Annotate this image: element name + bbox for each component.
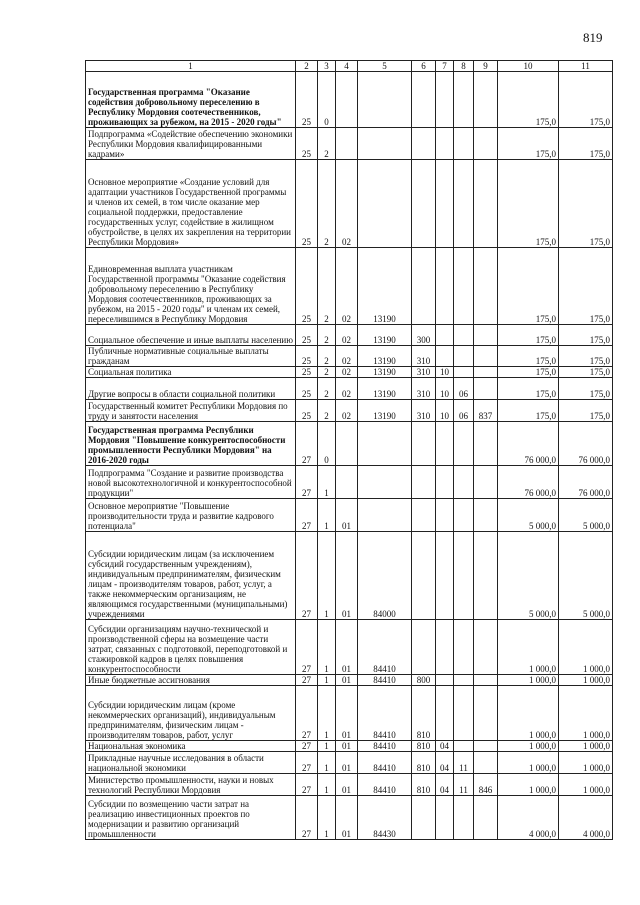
row-name-cell [86,325,296,346]
cell-c4: 01 [336,620,358,675]
cell-c4: 02 [336,325,358,346]
cell-c11: 175,0 [559,367,613,378]
row-name: Субсидии по возмещению части затрат на реализацию инвестиционных проектов по модернизации и развитию организаций промышленности [88,799,250,839]
cell-c10: 175,0 [498,128,559,160]
cell-c8 [454,686,474,741]
table-row [86,248,613,325]
table-row [86,686,613,741]
cell-c6 [412,422,436,466]
row-name-cell [86,367,296,378]
row-name-cell [86,752,296,774]
cell-c8 [454,160,474,248]
cell-c4: 01 [336,796,358,840]
cell-c2: 25 [296,72,318,128]
cell-c3: 1 [318,620,336,675]
cell-c5: 13190 [358,248,412,325]
row-name: Единовременная выплата участникам Государственной программы "Оказание содействия добровольному переселению в Республику Мордовия соотечественников, проживающих за рубежом, на 2015 - 2020 годы" и членам их семей, переселившимся в Республику Мордовия [88,264,286,324]
cell-c3: 2 [318,400,336,422]
cell-c4 [336,128,358,160]
cell-c2: 27 [296,499,318,532]
table-row [86,741,613,752]
cell-c4: 01 [336,741,358,752]
cell-c8 [454,72,474,128]
cell-c10: 175,0 [498,72,559,128]
table-row [86,378,613,400]
cell-c4: 01 [336,774,358,796]
cell-c11: 1 000,0 [559,675,613,686]
cell-c5: 13190 [358,367,412,378]
cell-c3: 1 [318,466,336,499]
row-name-cell [86,422,296,466]
column-header: 5 [358,61,412,72]
cell-c7 [436,72,454,128]
cell-c11: 175,0 [559,160,613,248]
cell-c3: 2 [318,325,336,346]
cell-c9 [474,532,498,620]
cell-c6 [412,466,436,499]
cell-c3: 1 [318,675,336,686]
cell-c7 [436,422,454,466]
cell-c5 [358,466,412,499]
cell-c8 [454,499,474,532]
cell-c6: 800 [412,675,436,686]
cell-c5: 84410 [358,675,412,686]
cell-c7: 04 [436,774,454,796]
cell-c2: 27 [296,752,318,774]
cell-c2: 25 [296,378,318,400]
cell-c6 [412,796,436,840]
cell-c2: 27 [296,532,318,620]
cell-c9 [474,466,498,499]
cell-c11: 76 000,0 [559,466,613,499]
cell-c6 [412,499,436,532]
row-name: Государственная программа Республики Мордовия "Повышение конкурентоспособности промышленности Республики Мордовия" на 2016-2020 годы [88,425,286,465]
column-header: 11 [559,61,613,72]
cell-c2: 25 [296,128,318,160]
cell-c4: 02 [336,160,358,248]
cell-c3: 1 [318,499,336,532]
row-name-cell [86,532,296,620]
table-row [86,620,613,675]
cell-c10: 5 000,0 [498,532,559,620]
row-name: Государственная программа "Оказание содействия добровольному переселению в Республику Мордовия соотечественников, проживающих за рубежом, на 2015 - 2020 годы" [88,87,282,127]
row-name-cell [86,686,296,741]
column-header: 1 [86,61,296,72]
row-name: Другие вопросы в области социальной политики [88,389,276,399]
row-name: Подпрограмма "Создание и развитие производства новой высокотехнологичной и конкурентоспособной продукции" [88,468,292,498]
cell-c6 [412,620,436,675]
row-name-cell [86,72,296,128]
cell-c6 [412,128,436,160]
cell-c7 [436,686,454,741]
cell-c4: 01 [336,752,358,774]
cell-c8 [454,620,474,675]
cell-c11: 4 000,0 [559,796,613,840]
row-name-cell [86,128,296,160]
row-name: Государственный комитет Республики Мордовия по труду и занятости населения [88,401,288,421]
cell-c3: 1 [318,796,336,840]
budget-table [85,60,613,840]
cell-c6: 810 [412,741,436,752]
cell-c10: 175,0 [498,378,559,400]
cell-c6: 810 [412,752,436,774]
table-row [86,422,613,466]
cell-c4: 02 [336,248,358,325]
cell-c7: 04 [436,741,454,752]
cell-c7 [436,796,454,840]
cell-c7 [436,499,454,532]
cell-c10: 76 000,0 [498,422,559,466]
cell-c11: 175,0 [559,378,613,400]
cell-c8 [454,248,474,325]
cell-c6: 310 [412,378,436,400]
cell-c6: 310 [412,400,436,422]
cell-c7 [436,248,454,325]
cell-c6 [412,248,436,325]
cell-c5: 13190 [358,400,412,422]
row-name-cell [86,248,296,325]
cell-c9 [474,620,498,675]
cell-c9 [474,325,498,346]
cell-c10: 175,0 [498,160,559,248]
cell-c3: 1 [318,532,336,620]
row-name: Прикладные научные исследования в области национальной экономики [88,753,264,773]
cell-c5: 84410 [358,686,412,741]
row-name: Национальная экономика [88,741,186,751]
cell-c9 [474,499,498,532]
cell-c3: 1 [318,752,336,774]
row-name: Субсидии юридическим лицам (кроме некоммерческих организаций), индивидуальным предпринимателям, физическим лицам - производителям товаров, работ, услуг [88,700,276,740]
column-header: 8 [454,61,474,72]
cell-c7 [436,160,454,248]
row-name: Публичные нормативные социальные выплаты гражданам [88,346,269,366]
row-name: Социальная политика [88,367,172,377]
cell-c8 [454,128,474,160]
cell-c2: 25 [296,160,318,248]
row-name-cell [86,499,296,532]
cell-c4 [336,422,358,466]
cell-c8 [454,675,474,686]
row-name: Подпрограмма «Содействие обеспечению экономики Республики Мордовия квалифицированными кадрами» [88,129,293,159]
cell-c2: 27 [296,422,318,466]
cell-c5: 84000 [358,532,412,620]
cell-c11: 1 000,0 [559,686,613,741]
cell-c3: 2 [318,367,336,378]
cell-c7: 10 [436,378,454,400]
cell-c8: 06 [454,400,474,422]
row-name-cell [86,796,296,840]
cell-c9 [474,675,498,686]
cell-c4: 02 [336,378,358,400]
cell-c3: 2 [318,248,336,325]
cell-c9 [474,741,498,752]
row-name-cell [86,774,296,796]
cell-c7 [436,325,454,346]
page-number: 819 [583,30,603,45]
cell-c10: 175,0 [498,346,559,367]
cell-c7: 10 [436,400,454,422]
cell-c4: 01 [336,532,358,620]
table-row [86,400,613,422]
cell-c7 [436,346,454,367]
cell-c5 [358,128,412,160]
row-name: Субсидии юридическим лицам (за исключением субсидий государственным учреждениям), индивидуальным предпринимателям, физическим лицам - производителям товаров, работ, услуг, а также некоммерческим организациям, не являющимся государственными (муниципальными) учреждениями [88,549,288,619]
cell-c8 [454,532,474,620]
table-row [86,367,613,378]
cell-c7 [436,675,454,686]
cell-c5 [358,422,412,466]
table-row [86,466,613,499]
cell-c9 [474,686,498,741]
cell-c5 [358,160,412,248]
table-row [86,675,613,686]
column-header: 9 [474,61,498,72]
cell-c4: 02 [336,367,358,378]
cell-c10: 1 000,0 [498,752,559,774]
cell-c6 [412,532,436,620]
cell-c10: 4 000,0 [498,796,559,840]
cell-c10: 1 000,0 [498,774,559,796]
cell-c9 [474,752,498,774]
cell-c2: 25 [296,400,318,422]
cell-c5: 13190 [358,346,412,367]
cell-c10: 5 000,0 [498,499,559,532]
cell-c2: 27 [296,466,318,499]
cell-c10: 1 000,0 [498,675,559,686]
table-row [86,499,613,532]
cell-c10: 1 000,0 [498,686,559,741]
cell-c2: 25 [296,367,318,378]
cell-c8 [454,741,474,752]
cell-c11: 1 000,0 [559,774,613,796]
row-name-cell [86,160,296,248]
row-name-cell [86,620,296,675]
cell-c2: 25 [296,325,318,346]
cell-c6: 310 [412,367,436,378]
cell-c8 [454,422,474,466]
cell-c4: 01 [336,686,358,741]
table-row [86,752,613,774]
cell-c7 [436,466,454,499]
cell-c9 [474,248,498,325]
cell-c6: 300 [412,325,436,346]
cell-c11: 5 000,0 [559,532,613,620]
cell-c2: 27 [296,796,318,840]
cell-c11: 175,0 [559,346,613,367]
cell-c2: 27 [296,741,318,752]
cell-c7 [436,532,454,620]
table-row [86,796,613,840]
cell-c11: 5 000,0 [559,499,613,532]
cell-c7: 10 [436,367,454,378]
cell-c11: 1 000,0 [559,620,613,675]
cell-c10: 175,0 [498,325,559,346]
row-name-cell [86,675,296,686]
row-name: Иные бюджетные ассигнования [88,675,210,685]
row-name: Основное мероприятие «Создание условий для адаптации участников Государственной программы и членов их семей, в том числе оказание мер социальной поддержки, предоставление государственных услуг, содействие в жилищном обустройстве, в целях их закрепления на территории Республики Мордовия» [88,177,291,247]
row-name-cell [86,378,296,400]
row-name-cell [86,741,296,752]
column-header: 10 [498,61,559,72]
cell-c10: 1 000,0 [498,741,559,752]
table-row [86,72,613,128]
cell-c8: 11 [454,752,474,774]
cell-c6 [412,72,436,128]
cell-c5: 84410 [358,774,412,796]
row-name: Социальное обеспечение и иные выплаты населению [88,335,293,345]
column-header: 6 [412,61,436,72]
cell-c4: 02 [336,400,358,422]
cell-c5 [358,499,412,532]
cell-c8: 06 [454,378,474,400]
cell-c5: 13190 [358,325,412,346]
table-row [86,325,613,346]
cell-c10: 76 000,0 [498,466,559,499]
cell-c8 [454,466,474,499]
cell-c5: 84410 [358,620,412,675]
cell-c10: 175,0 [498,400,559,422]
cell-c9 [474,128,498,160]
cell-c8 [454,325,474,346]
cell-c8 [454,346,474,367]
column-header: 4 [336,61,358,72]
table-row [86,160,613,248]
cell-c3: 2 [318,128,336,160]
row-name-cell [86,400,296,422]
column-header: 3 [318,61,336,72]
cell-c3: 2 [318,378,336,400]
cell-c2: 27 [296,620,318,675]
cell-c9 [474,796,498,840]
cell-c7 [436,620,454,675]
cell-c9: 846 [474,774,498,796]
cell-c10: 1 000,0 [498,620,559,675]
cell-c8 [454,367,474,378]
column-header: 7 [436,61,454,72]
cell-c3: 1 [318,774,336,796]
cell-c6: 310 [412,346,436,367]
cell-c8 [454,796,474,840]
cell-c3: 2 [318,346,336,367]
cell-c3: 1 [318,741,336,752]
cell-c9 [474,72,498,128]
cell-c2: 27 [296,774,318,796]
table-row [86,346,613,367]
cell-c11: 1 000,0 [559,741,613,752]
cell-c4 [336,466,358,499]
column-number-header [86,61,613,72]
cell-c8: 11 [454,774,474,796]
cell-c11: 175,0 [559,248,613,325]
column-header: 2 [296,61,318,72]
cell-c11: 175,0 [559,72,613,128]
cell-c9 [474,378,498,400]
cell-c4 [336,72,358,128]
cell-c3: 2 [318,160,336,248]
table-row [86,128,613,160]
cell-c4: 01 [336,499,358,532]
cell-c7: 04 [436,752,454,774]
cell-c6: 810 [412,774,436,796]
row-name-cell [86,346,296,367]
table-row [86,774,613,796]
cell-c7 [436,128,454,160]
cell-c6 [412,160,436,248]
cell-c10: 175,0 [498,248,559,325]
cell-c5 [358,72,412,128]
cell-c9 [474,367,498,378]
cell-c9 [474,346,498,367]
cell-c4: 02 [336,346,358,367]
cell-c9 [474,160,498,248]
cell-c5: 84430 [358,796,412,840]
cell-c5: 13190 [358,378,412,400]
row-name: Министерство промышленности, науки и новых технологий Республики Мордовия [88,775,274,795]
cell-c2: 27 [296,675,318,686]
row-name: Основное мероприятие "Повышение производительности труда и развитие кадрового потенциала" [88,501,274,531]
cell-c10: 175,0 [498,367,559,378]
cell-c3: 1 [318,686,336,741]
cell-c11: 175,0 [559,400,613,422]
cell-c11: 175,0 [559,128,613,160]
cell-c9 [474,422,498,466]
table-row [86,532,613,620]
cell-c5: 84410 [358,741,412,752]
cell-c3: 0 [318,422,336,466]
cell-c11: 1 000,0 [559,752,613,774]
cell-c4: 01 [336,675,358,686]
cell-c6: 810 [412,686,436,741]
cell-c11: 175,0 [559,325,613,346]
cell-c5: 84410 [358,752,412,774]
cell-c9: 837 [474,400,498,422]
cell-c11: 76 000,0 [559,422,613,466]
cell-c2: 25 [296,248,318,325]
cell-c2: 25 [296,346,318,367]
row-name-cell [86,466,296,499]
row-name: Субсидии организациям научно-технической и производственной сферы на возмещение части затрат, связанных с подготовкой, переподготовкой и стажировкой кадров в целях повышения конкурентоспособности [88,624,288,674]
cell-c3: 0 [318,72,336,128]
cell-c2: 27 [296,686,318,741]
